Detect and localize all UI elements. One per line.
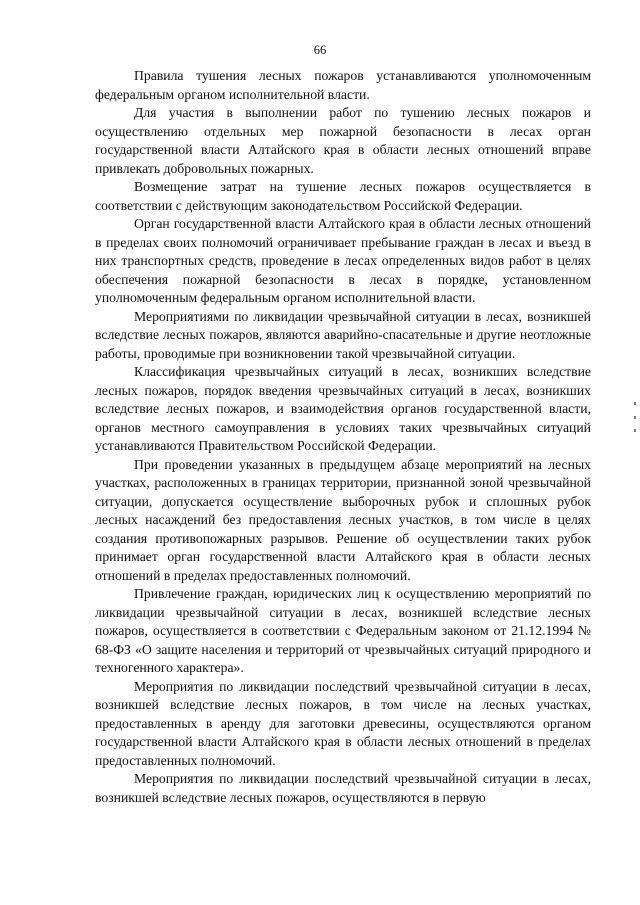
paragraph: Мероприятия по ликвидации последствий чрезвычайной ситуации в лесах, возникшей вследствие лесных пожаров, осуществляются в первую (95, 771, 591, 805)
page-number: 66 (313, 43, 327, 57)
body-text (95, 67, 591, 807)
paragraph: Мероприятиями по ликвидации чрезвычайной ситуации в лесах, возникшей вследствие лесных пожаров, являются аварийно-спасательные и другие неотложные работы, проводимые при возникновении такой чрезвычайной ситуации. (95, 308, 591, 361)
scan-mark (634, 402, 636, 405)
scan-mark (634, 429, 636, 432)
paragraph: Правила тушения лесных пожаров устанавливаются уполномоченным федеральным органом исполнительной власти. (95, 68, 591, 102)
paragraph: Мероприятия по ликвидации последствий чрезвычайной ситуации в лесах, возникшей вследствие лесных пожаров, в том числе на лесных участках, предоставленных в аренду для заготовки древесины, осуществляются органом государственной власти Алтайского края в области лесных отношений в пределах предоставленных полномочий. (95, 678, 591, 768)
paragraph: При проведении указанных в предыдущем абзаце мероприятий на лесных участках, расположенных в границах территории, признанной зоной чрезвычайной ситуации, допускается осуществление выборочных рубок и сплошных рубок лесных насаждений без предоставления лесных участков, в том числе в целях создания противопожарных разрывов. Решение об осуществлении таких рубок принимает орган государственной власти Алтайского края в области лесных отношений в пределах предоставленных полномочий. (95, 456, 591, 583)
scan-mark (634, 416, 636, 419)
paragraph: Привлечение граждан, юридических лиц к осуществлению мероприятий по ликвидации чрезвычайной ситуации в лесах, возникшей вследствие лесных пожаров, осуществляется в соответствии с Федеральным законом от 21.12.1994 № 68-ФЗ «О защите населения и территорий от чрезвычайных ситуаций природного и техногенного характера». (95, 586, 591, 675)
scan-margin-marks (634, 402, 637, 434)
paragraph: Орган государственной власти Алтайского края в области лесных отношений в пределах своих полномочий ограничивает пребывание граждан в лесах и въезд в них транспортных средств, проведение в лесах определенных видов работ в целях обеспечения пожарной безопасности в лесах в порядке, установленном уполномоченным федеральным органом исполнительной власти. (95, 216, 591, 305)
paragraph: Возмещение затрат на тушение лесных пожаров осуществляется в соответствии с действующим законодательством Российской Федерации. (95, 179, 591, 213)
paragraph: Классификация чрезвычайных ситуаций в лесах, возникших вследствие лесных пожаров, порядок введения чрезвычайных ситуаций в лесах, возникших вследствие лесных пожаров, и взаимодействия органов государственной власти, органов местного самоуправления в условиях таких чрезвычайных ситуаций устанавливаются Правительством Российской Федерации. (95, 364, 591, 453)
paragraph: Для участия в выполнении работ по тушению лесных пожаров и осуществлению отдельных мер пожарной безопасности в лесах орган государственной власти Алтайского края в области лесных отношений вправе привлекать добровольных пожарных. (95, 105, 591, 176)
